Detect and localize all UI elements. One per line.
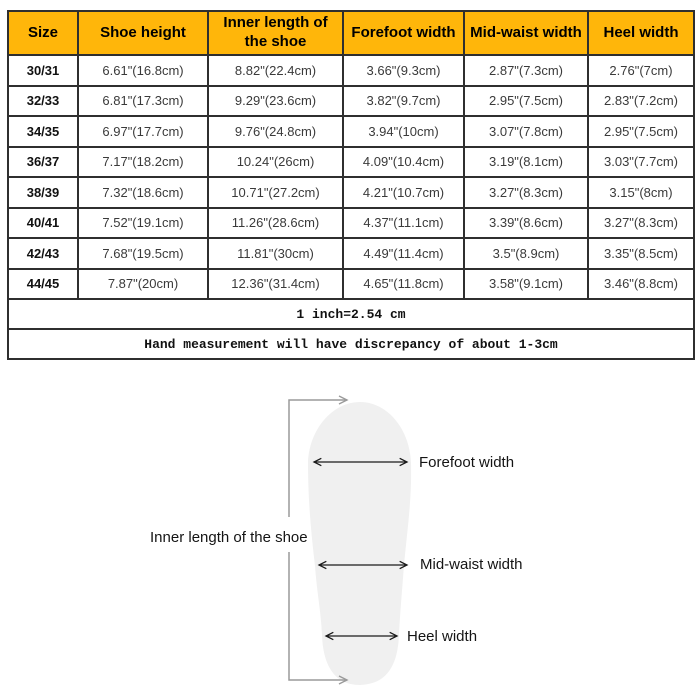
column-header: Forefoot width bbox=[343, 11, 464, 55]
measurement-cell: 2.95"(7.5cm) bbox=[464, 86, 588, 117]
measurement-cell: 9.76"(24.8cm) bbox=[208, 116, 343, 147]
size-cell: 36/37 bbox=[8, 147, 78, 178]
heel-width-label: Heel width bbox=[407, 628, 478, 645]
column-header: Size bbox=[8, 11, 78, 55]
measurement-cell: 4.37"(11.1cm) bbox=[343, 208, 464, 239]
measurement-cell: 4.49"(11.4cm) bbox=[343, 238, 464, 269]
measurement-cell: 3.94"(10cm) bbox=[343, 116, 464, 147]
measurement-cell: 6.61"(16.8cm) bbox=[78, 55, 208, 86]
measurement-cell: 2.87"(7.3cm) bbox=[464, 55, 588, 86]
size-cell: 32/33 bbox=[8, 86, 78, 117]
measurement-cell: 11.26"(28.6cm) bbox=[208, 208, 343, 239]
measurement-cell: 2.83"(7.2cm) bbox=[588, 86, 694, 117]
measurement-cell: 2.95"(7.5cm) bbox=[588, 116, 694, 147]
measurement-cell: 4.09"(10.4cm) bbox=[343, 147, 464, 178]
measurement-cell: 3.19"(8.1cm) bbox=[464, 147, 588, 178]
inch-conversion-note: 1 inch=2.54 cm bbox=[8, 299, 694, 329]
measurement-cell: 6.97"(17.7cm) bbox=[78, 116, 208, 147]
measurement-cell: 2.76"(7cm) bbox=[588, 55, 694, 86]
measurement-cell: 4.65"(11.8cm) bbox=[343, 269, 464, 300]
measurement-cell: 10.71"(27.2cm) bbox=[208, 177, 343, 208]
column-header: Heel width bbox=[588, 11, 694, 55]
insole-shape bbox=[308, 402, 411, 685]
measurement-cell: 3.03"(7.7cm) bbox=[588, 147, 694, 178]
measurement-cell: 7.32"(18.6cm) bbox=[78, 177, 208, 208]
size-cell: 34/35 bbox=[8, 116, 78, 147]
measurement-cell: 11.81"(30cm) bbox=[208, 238, 343, 269]
measurement-cell: 7.87"(20cm) bbox=[78, 269, 208, 300]
size-cell: 44/45 bbox=[8, 269, 78, 300]
mid-waist-width-label: Mid-waist width bbox=[420, 556, 523, 573]
inner-length-label: Inner length of the shoe bbox=[150, 529, 308, 546]
measurement-cell: 12.36"(31.4cm) bbox=[208, 269, 343, 300]
measurement-cell: 7.17"(18.2cm) bbox=[78, 147, 208, 178]
measurement-cell: 4.21"(10.7cm) bbox=[343, 177, 464, 208]
measurement-cell: 10.24"(26cm) bbox=[208, 147, 343, 178]
measurement-cell: 3.5"(8.9cm) bbox=[464, 238, 588, 269]
column-header: Inner length of the shoe bbox=[208, 11, 343, 55]
measurement-cell: 7.68"(19.5cm) bbox=[78, 238, 208, 269]
measurement-cell: 3.27"(8.3cm) bbox=[588, 208, 694, 239]
measurement-cell: 8.82"(22.4cm) bbox=[208, 55, 343, 86]
size-cell: 42/43 bbox=[8, 238, 78, 269]
measurement-cell: 3.07"(7.8cm) bbox=[464, 116, 588, 147]
measurement-cell: 6.81"(17.3cm) bbox=[78, 86, 208, 117]
measurement-cell: 9.29"(23.6cm) bbox=[208, 86, 343, 117]
measurement-cell: 3.15"(8cm) bbox=[588, 177, 694, 208]
size-cell: 38/39 bbox=[8, 177, 78, 208]
measurement-cell: 7.52"(19.1cm) bbox=[78, 208, 208, 239]
column-header: Mid-waist width bbox=[464, 11, 588, 55]
size-cell: 40/41 bbox=[8, 208, 78, 239]
size-cell: 30/31 bbox=[8, 55, 78, 86]
column-header: Shoe height bbox=[78, 11, 208, 55]
measurement-cell: 3.66"(9.3cm) bbox=[343, 55, 464, 86]
measurement-cell: 3.82"(9.7cm) bbox=[343, 86, 464, 117]
measurement-cell: 3.27"(8.3cm) bbox=[464, 177, 588, 208]
measurement-cell: 3.58"(9.1cm) bbox=[464, 269, 588, 300]
measurement-cell: 3.46"(8.8cm) bbox=[588, 269, 694, 300]
measurement-cell: 3.35"(8.5cm) bbox=[588, 238, 694, 269]
measurement-cell: 3.39"(8.6cm) bbox=[464, 208, 588, 239]
forefoot-width-label: Forefoot width bbox=[419, 454, 515, 471]
measurement-discrepancy-note: Hand measurement will have discrepancy of about 1-3cm bbox=[8, 329, 694, 359]
